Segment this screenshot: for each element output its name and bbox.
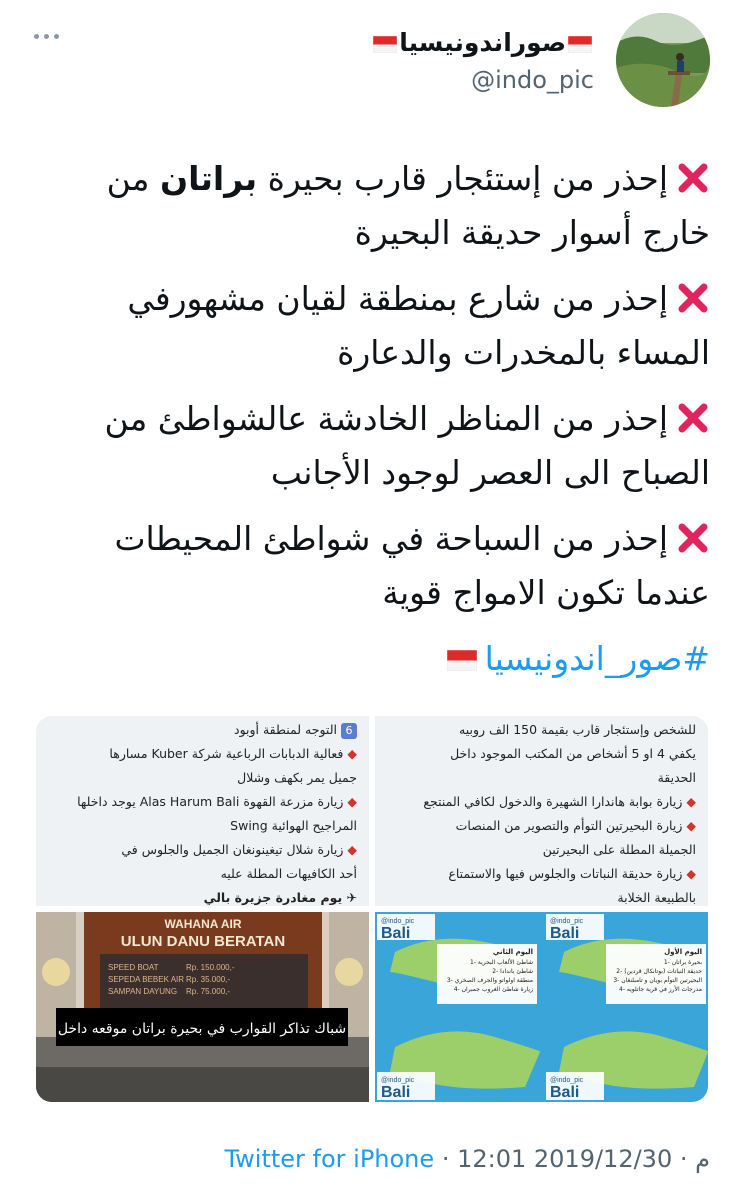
user-handle[interactable]: @indo_pic: [471, 66, 594, 94]
itinerary-text: [375, 716, 708, 906]
itinerary-heading: يوم مغادرة جزيرة بالي: [203, 890, 343, 905]
map-title: Bali: [381, 1084, 411, 1101]
sign-top-text: WAHANA AIR: [164, 917, 242, 931]
avatar[interactable]: [616, 13, 710, 107]
media-image-ticket-booth[interactable]: [36, 912, 369, 1102]
day-number-badge: 6: [341, 723, 357, 739]
sign-title-text: ULUN DANU BERATAN: [120, 933, 286, 950]
paragraph-text: إحذر من إستئجار قارب بحيرة: [257, 159, 668, 198]
itinerary-text: [36, 716, 369, 906]
day-item: 2- شاطئ باندادا: [492, 968, 533, 975]
itinerary-line: المراجيح الهوائية Swing: [230, 818, 357, 833]
day-item: 4- مدرجات الأرز في قرية جاتلويه: [619, 986, 702, 993]
itinerary-line: زيارة بوابة هاندارا الشهيرة والدخول لكافي المنتجع: [423, 794, 683, 809]
itinerary-line: زيارة البحيرتين التوأم والتصوير من المنصات: [455, 818, 683, 833]
media-grid: [36, 716, 708, 1102]
ticket-booth-photo: [36, 912, 369, 1102]
media-image-bali-map[interactable]: [375, 912, 708, 1102]
day-item: 1- شاطئ الألعاب البحرية: [469, 959, 533, 966]
map-title: Bali: [550, 925, 580, 942]
source-link[interactable]: Twitter for iPhone: [224, 1145, 435, 1173]
tweet-paragraph: [34, 512, 710, 620]
avatar-photo: [616, 13, 710, 107]
day-item: 3- البحيرتين التوأم بويان و تامبلنغان: [613, 977, 702, 984]
itinerary-line: الحديقة: [657, 770, 696, 785]
cross-mark-icon: [676, 401, 710, 435]
itinerary-line: فعالية الدبابات الرباعية شركة Kuber مسارها: [109, 746, 344, 761]
display-name[interactable]: [371, 26, 594, 60]
hashtag-line: [34, 632, 710, 686]
tweet-paragraph: [34, 152, 710, 260]
indonesia-flag-icon: [447, 650, 477, 671]
bali-map-graphic: [375, 912, 708, 1102]
itinerary-line: للشخص وإستئجار قارب بقيمة 150 الف روبيه: [459, 722, 696, 737]
diamond-bullet-icon: ◆: [686, 818, 696, 833]
day-item: 1- بحيرة براتان: [663, 959, 702, 966]
itinerary-line: بالطبيعة الخلابة: [617, 890, 696, 905]
indonesia-flag-icon: [568, 36, 592, 53]
indonesia-flag-icon: [373, 36, 397, 53]
price-item-value: Rp. 35.000,-: [186, 975, 231, 984]
day-title: اليوم الثاني: [492, 948, 533, 956]
separator: ·: [441, 1145, 450, 1173]
itinerary-line: التوجه لمنطقة أوبود: [234, 722, 337, 737]
price-item-value: Rp. 150.000,-: [186, 963, 235, 972]
map-handle: @indo_pic: [381, 1077, 415, 1084]
media-image-itinerary-day6[interactable]: [36, 716, 369, 906]
price-item-value: Rp. 75.000,-: [186, 987, 231, 996]
price-item-name: SPEED BOAT: [108, 963, 159, 972]
media-image-itinerary-day3[interactable]: [375, 716, 708, 906]
separator: ·: [679, 1145, 688, 1173]
price-item-name: SEPEDA BEBEK AIR: [108, 975, 185, 984]
cross-mark-icon: [676, 281, 710, 315]
map-handle: @indo_pic: [550, 1077, 584, 1084]
itinerary-line: زيارة حديقة النباتات والجلوس فيها والاستمتاع: [448, 866, 683, 881]
itinerary-line: زيارة مزرعة القهوة Alas Harum Bali يوجد داخلها: [77, 794, 344, 809]
tweet-paragraph: [34, 272, 710, 380]
map-title: Bali: [381, 925, 411, 942]
tweet-date[interactable]: 2019/12/30: [533, 1145, 673, 1173]
price-item-name: SAMPAN DAYUNG: [108, 987, 178, 996]
tweet-author[interactable]: [371, 26, 594, 96]
cross-mark-icon: [676, 161, 710, 195]
airplane-icon: ✈: [342, 890, 357, 905]
itinerary-line: زيارة شلال تيغينونغان الجميل والجلوس في: [121, 842, 344, 857]
day-item: 3- منطقة اولواتو والجرف الصخري: [446, 977, 533, 984]
tweet-text: [34, 152, 710, 686]
itinerary-line: جميل يمر بكهف وشلال: [237, 770, 357, 785]
paragraph-text: إحذر من شارع بمنطقة لقيان مشهورفي المساء بالمخدرات والدعارة: [127, 279, 710, 372]
hashtag-link[interactable]: #صور_اندونيسيا: [484, 639, 710, 678]
paragraph-text: إحذر من السباحة في شواطئ المحيطات عندما تكون الامواج قوية: [114, 519, 710, 612]
day-item: 4- زيارة شاطئ الغروب جمبران: [453, 986, 533, 993]
paragraph-bold-text: براتان: [159, 159, 258, 198]
diamond-bullet-icon: ◆: [686, 866, 696, 881]
day-title: اليوم الأول: [664, 948, 702, 956]
paragraph-text: من خارج أسوار حديقة البحيرة: [106, 159, 710, 252]
cross-mark-icon: [676, 521, 710, 555]
tweet-meta: [224, 1145, 710, 1173]
itinerary-line: أحد الكافيهات المطلة عليه: [220, 866, 357, 881]
map-handle: @indo_pic: [381, 918, 415, 925]
tweet-paragraph: [34, 392, 710, 500]
photo-caption: شباك تذاكر القوارب في بحيرة براتان موقعه داخل: [57, 1021, 347, 1037]
itinerary-line: الجميلة المطلة على البحيرتين: [542, 842, 696, 857]
diamond-bullet-icon: ◆: [347, 794, 357, 809]
display-name-text: صوراندونيسيا: [399, 28, 566, 57]
more-options-icon[interactable]: [34, 30, 60, 42]
diamond-bullet-icon: ◆: [347, 746, 357, 761]
diamond-bullet-icon: ◆: [347, 842, 357, 857]
map-title: Bali: [550, 1084, 580, 1101]
tweet-time[interactable]: 12:01 م: [457, 1145, 710, 1173]
map-handle: @indo_pic: [550, 918, 584, 925]
day-item: 2- حديقة النباتات (بوتانكال قردين): [616, 968, 702, 975]
paragraph-text: إحذر من المناظر الخادشة عالشواطئ من الصباح الى العصر لوجود الأجانب: [104, 399, 710, 492]
diamond-bullet-icon: ◆: [686, 794, 696, 809]
itinerary-line: يكفي 4 او 5 أشخاص من المكتب الموجود داخل: [450, 746, 696, 761]
